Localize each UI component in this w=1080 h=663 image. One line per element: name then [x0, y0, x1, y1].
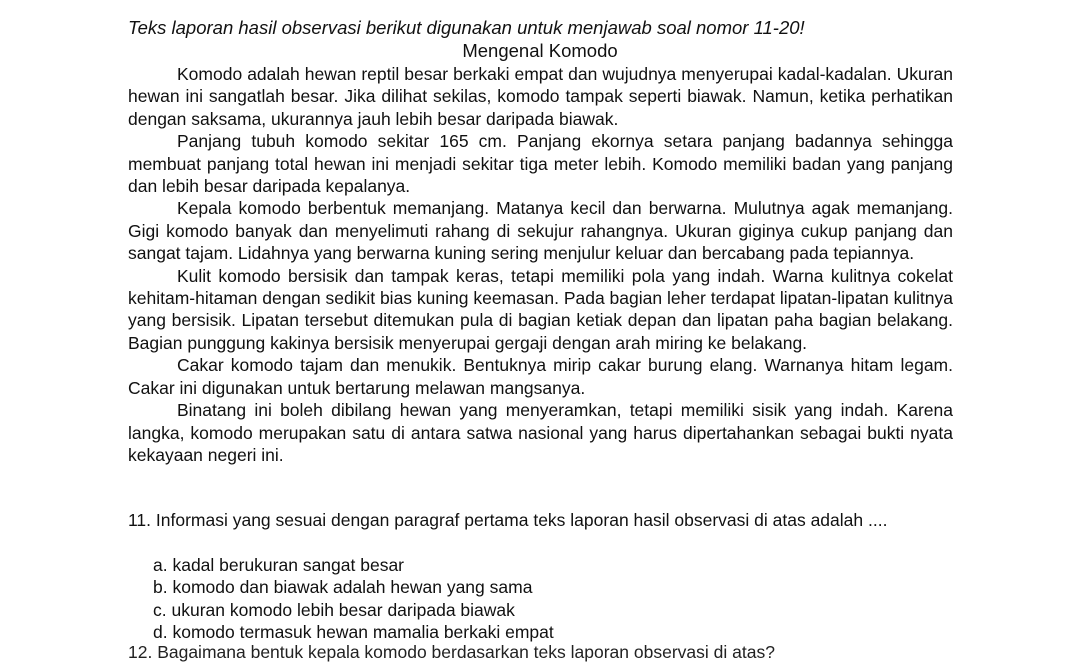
paragraph-5: Cakar komodo tajam dan menukik. Bentuknya mirip cakar burung elang. Warnanya hitam legam. Cakar ini digunakan untuk bertarung melawan mangsanya. — [128, 355, 953, 398]
paragraph-2: Panjang tubuh komodo sekitar 165 cm. Panjang ekornya setara panjang badannya sehingga membuat panjang total hewan ini menjadi sekitar tiga meter lebih. Komodo memiliki badan yang panjang dan lebih besar daripada kepalanya. — [128, 131, 953, 197]
option-b[interactable]: b. komodo dan biawak adalah hewan yang sama — [153, 577, 533, 598]
option-d[interactable]: d. komodo termasuk hewan mamalia berkaki empat — [153, 622, 554, 643]
paragraph-6: Binatang ini boleh dibilang hewan yang menyeramkan, tetapi memiliki sisik yang indah. Karena langka, komodo merupakan satu di antara satwa nasional yang harus dipertahankan sebagai bukti nyata kekayaan negeri ini. — [128, 400, 953, 465]
paragraph-4: Kulit komodo bersisik dan tampak keras, tetapi memiliki pola yang indah. Warna kulitnya cokelat kehitam-hitaman dengan sedikit bias kuning keemasan. Pada bagian leher terdapat lipatan-lipatan kulitnya yang bersisik. Lipatan tersebut ditemukan pula di bagian ketiak depan dan lipatan paha bagian belakang. Bagian punggung kakinya bersisik menyerupai gergaji dengan arah miring ke belakang. — [128, 265, 953, 353]
question-11: 11. Informasi yang sesuai dengan paragraf pertama teks laporan hasil observasi di atas adalah .... — [128, 510, 888, 530]
option-c[interactable]: c. ukuran komodo lebih besar daripada biawak — [153, 599, 515, 620]
text-title: Mengenal Komodo — [462, 40, 618, 61]
option-a[interactable]: a. kadal berukuran sangat besar — [153, 555, 404, 575]
question-12-partial: 12. Bagaimana bentuk kepala komodo berdasarkan teks laporan observasi di atas? — [128, 642, 775, 662]
paragraph-3: Kepala komodo berbentuk memanjang. Matanya kecil dan berwarna. Mulutnya agak memanjang. Gigi komodo banyak dan menyelimuti rahang di sekujur rahangnya. Ukuran giginya cukup panjang dan sangat tajam. Lidahnya yang berwarna kuning sering menjulur keluar dan bercabang pada tepiannya. — [128, 198, 953, 264]
instruction: Teks laporan hasil observasi berikut digunakan untuk menjawab soal nomor 11-20! — [128, 17, 805, 38]
answer-options — [153, 554, 554, 644]
paragraph-1: Komodo adalah hewan reptil besar berkaki empat dan wujudnya menyerupai kadal-kadalan. Ukuran hewan ini sangatlah besar. Jika dilihat sekilas, komodo tampak seperti biawak. Namun, ketika perhatikan dengan saksama, ukurannya jauh lebih besar daripada biawak. — [128, 64, 953, 129]
observation-text — [128, 63, 953, 466]
